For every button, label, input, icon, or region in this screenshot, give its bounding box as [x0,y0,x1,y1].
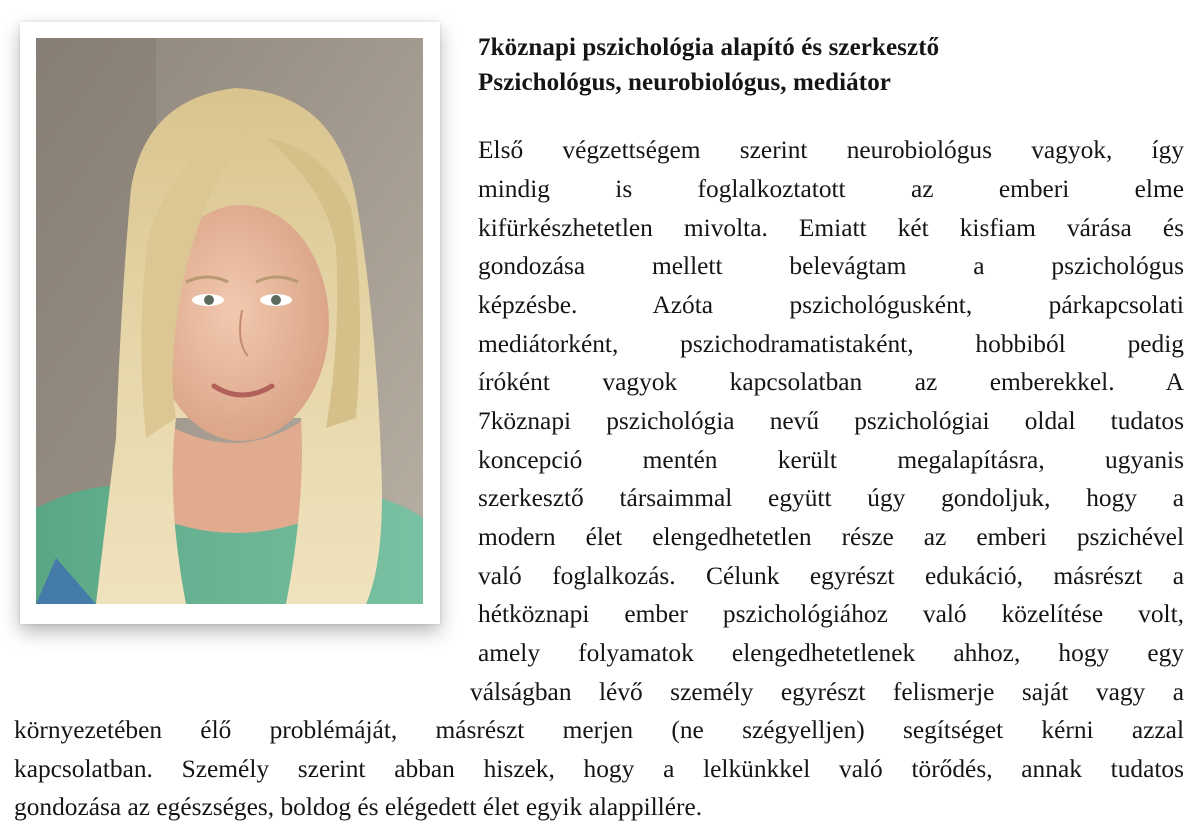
heading-professions: Pszichológus, neurobiológus, mediátor [478,69,891,96]
bio-line: kapcsolatban. Személy szerint abban hiszek, hogy a lelkünkkel való törődés, annak tudatos [14,755,1184,783]
bio-line: képzésbe. Azóta pszichológusként, párkapcsolati [478,291,1184,319]
portrait-illustration [36,38,423,604]
bio-line: mediátorként, pszichodramatistaként, hobbiból pedig [478,330,1184,358]
bio-line: íróként vagyok kapcsolatban az emberekkel. A [478,368,1184,396]
bio-line: környezetében élő problémáját, másrészt merjen (ne szégyelljen) segítséget kérni azzal [14,716,1184,744]
author-heading [478,30,1183,100]
bio-line: válságban lévő személy egyrészt felismerje saját vagy a [470,678,1184,706]
bio-line: való foglalkozás. Célunk egyrészt edukáció, másrészt a [478,562,1184,590]
portrait-photo-frame [20,22,440,624]
bio-line: gondozása az egészséges, boldog és elégedett élet egyik alappillére. [14,793,703,821]
bio-line: 7köznapi pszichológia nevű pszichológiai oldal tudatos [478,407,1184,435]
bio-line: koncepció mentén került megalapításra, ugyanis [478,446,1184,474]
bio-line: amely folyamatok elengedhetetlenek ahhoz, hogy egy [478,639,1184,667]
bio-line: Első végzettségem szerint neurobiológus vagyok, így [478,136,1184,164]
bio-line: szerkesztő társaimmal együtt úgy gondoljuk, hogy a [478,484,1184,512]
portrait-photo [36,38,423,604]
bio-line: kifürkészhetetlen mivolta. Emiatt két kisfiam várása és [478,214,1184,242]
bio-line: hétköznapi ember pszichológiához való közelítése volt, [478,600,1184,628]
heading-role: 7köznapi pszichológia alapító és szerkesztő [478,34,940,61]
bio-line: mindig is foglalkoztatott az emberi elme [478,175,1184,203]
bio-line: modern élet elengedhetetlen része az emberi pszichével [478,523,1184,551]
bio-line: gondozása mellett belevágtam a pszichológus [478,252,1184,280]
